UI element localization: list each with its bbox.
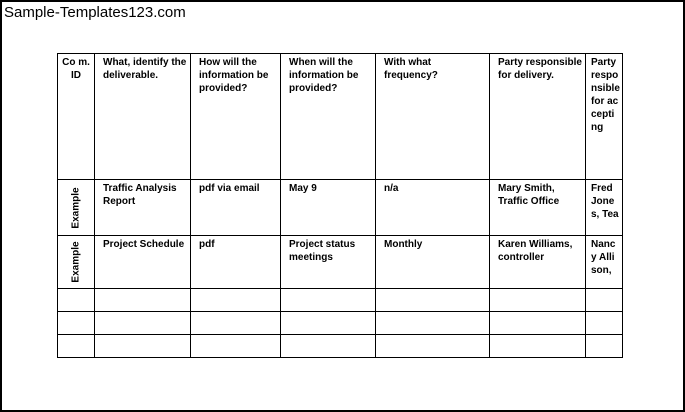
table-header-row <box>58 54 623 180</box>
cell-how: pdf via email <box>199 183 260 194</box>
cell-deliverable: Traffic Analysis Report <box>103 183 177 207</box>
header-when: When will the information be provided? <box>281 54 376 180</box>
empty-row <box>58 289 623 312</box>
cell-how: pdf <box>199 239 215 250</box>
table-row <box>58 236 623 289</box>
header-deliverable: What, identify the deliverable. <box>95 54 191 180</box>
watermark-text: Sample-Templates123.com <box>4 4 186 21</box>
header-how: How will the information be provided? <box>191 54 281 180</box>
row-id-label: Example <box>70 186 82 229</box>
cell-when: May 9 <box>289 183 317 194</box>
row-id-label: Example <box>70 241 82 283</box>
header-frequency: With what frequency? <box>376 54 490 180</box>
cell-responsible: Karen Williams, controller <box>498 239 573 263</box>
cell-accepting: Fred Jones, Tea <box>591 183 619 220</box>
row-id-cell <box>58 180 95 236</box>
empty-row <box>58 335 623 358</box>
communication-plan-table <box>57 53 623 358</box>
cell-when: Project status meetings <box>289 239 356 263</box>
header-comm-id: Co m. ID <box>58 54 95 180</box>
empty-row <box>58 312 623 335</box>
cell-frequency: Monthly <box>384 239 423 250</box>
cell-accepting: Nancy Allison, <box>591 239 616 276</box>
header-accepting: Party responsible for accepting <box>586 54 623 180</box>
cell-deliverable: Project Schedule <box>103 239 185 250</box>
header-responsible: Party responsible for delivery. <box>490 54 586 180</box>
cell-responsible: Mary Smith, Traffic Office <box>498 183 560 207</box>
row-id-cell <box>58 236 95 289</box>
table-row <box>58 180 623 236</box>
cell-frequency: n/a <box>384 183 399 194</box>
